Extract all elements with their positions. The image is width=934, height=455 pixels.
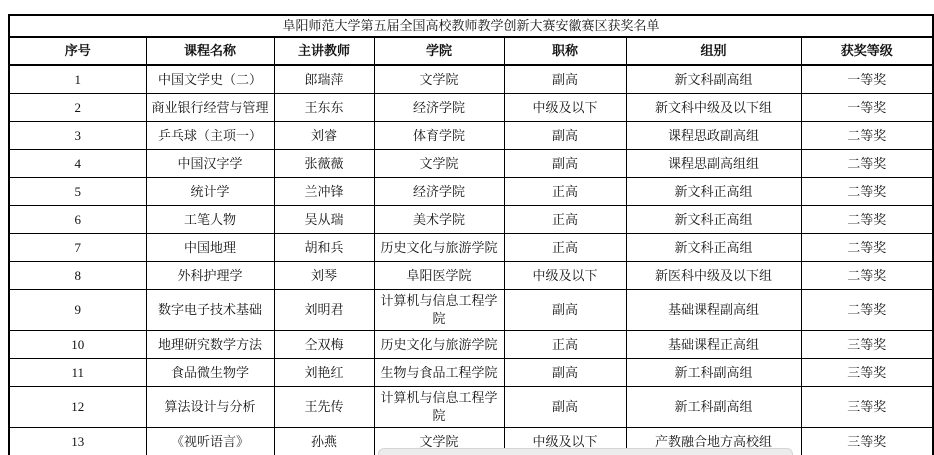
- col-header-group: 组别: [626, 37, 801, 65]
- cell-seq: 1: [9, 65, 146, 94]
- cell-college: 历史文化与旅游学院: [374, 234, 504, 262]
- cell-college: 文学院: [374, 65, 504, 94]
- cell-award: 一等奖: [801, 65, 933, 94]
- cell-seq: 4: [9, 150, 146, 178]
- header-row: [9, 37, 933, 65]
- cell-title-rank: 中级及以下: [504, 262, 626, 290]
- cell-course: 《视听语言》: [146, 428, 274, 455]
- cell-award: 三等奖: [801, 359, 933, 387]
- cell-course: 工笔人物: [146, 206, 274, 234]
- cell-teacher: 刘睿: [274, 122, 374, 150]
- cell-award: 一等奖: [801, 94, 933, 122]
- col-header-college: 学院: [374, 37, 504, 65]
- cell-title-rank: 副高: [504, 290, 626, 331]
- cell-college: 文学院: [374, 150, 504, 178]
- cell-group: 新文科正高组: [626, 234, 801, 262]
- cell-teacher: 王东东: [274, 94, 374, 122]
- cell-group: 新文科中级及以下组: [626, 94, 801, 122]
- cell-award: 二等奖: [801, 122, 933, 150]
- cell-college: 历史文化与旅游学院: [374, 331, 504, 359]
- table-row: [9, 206, 933, 234]
- cell-title-rank: 副高: [504, 387, 626, 428]
- cell-title-rank: 副高: [504, 65, 626, 94]
- col-header-title-rank: 职称: [504, 37, 626, 65]
- cell-teacher: 郎瑞萍: [274, 65, 374, 94]
- col-header-teacher: 主讲教师: [274, 37, 374, 65]
- cell-title-rank: 正高: [504, 206, 626, 234]
- table-row: [9, 65, 933, 94]
- cell-course: 商业银行经营与管理: [146, 94, 274, 122]
- cell-title-rank: 中级及以下: [504, 94, 626, 122]
- cell-group: 新工科副高组: [626, 359, 801, 387]
- cell-group: 新文科正高组: [626, 206, 801, 234]
- cell-teacher: 王先传: [274, 387, 374, 428]
- cell-title-rank: 中级及以下: [504, 428, 626, 455]
- cell-college: 计算机与信息工程学院: [374, 387, 504, 428]
- cell-college: 经济学院: [374, 94, 504, 122]
- cell-seq: 11: [9, 359, 146, 387]
- horizontal-scrollbar[interactable]: [378, 448, 793, 455]
- cell-title-rank: 正高: [504, 331, 626, 359]
- cell-group: 新文科正高组: [626, 178, 801, 206]
- cell-seq: 2: [9, 94, 146, 122]
- cell-course: 中国地理: [146, 234, 274, 262]
- cell-group: 基础课程正高组: [626, 331, 801, 359]
- title-row: [9, 15, 933, 37]
- cell-college: 经济学院: [374, 178, 504, 206]
- cell-group: 课程思政副高组: [626, 122, 801, 150]
- cell-group: 产教融合地方高校组: [626, 428, 801, 455]
- cell-award: 三等奖: [801, 428, 933, 455]
- cell-seq: 13: [9, 428, 146, 455]
- cell-teacher: 胡和兵: [274, 234, 374, 262]
- table-row: [9, 234, 933, 262]
- cell-seq: 10: [9, 331, 146, 359]
- cell-teacher: 张薇薇: [274, 150, 374, 178]
- cell-teacher: 刘琴: [274, 262, 374, 290]
- table-row: [9, 122, 933, 150]
- cell-group: 课程思副高组组: [626, 150, 801, 178]
- table-row: [9, 387, 933, 428]
- cell-seq: 3: [9, 122, 146, 150]
- cell-college: 计算机与信息工程学院: [374, 290, 504, 331]
- cell-title-rank: 副高: [504, 359, 626, 387]
- col-header-seq: 序号: [9, 37, 146, 65]
- cell-award: 三等奖: [801, 331, 933, 359]
- cell-teacher: 兰冲锋: [274, 178, 374, 206]
- award-table: [8, 14, 934, 455]
- cell-course: 统计学: [146, 178, 274, 206]
- cell-course: 中国文学史（二）: [146, 65, 274, 94]
- cell-teacher: 孙燕: [274, 428, 374, 455]
- table-row: [9, 331, 933, 359]
- cell-teacher: 仝双梅: [274, 331, 374, 359]
- cell-group: 基础课程副高组: [626, 290, 801, 331]
- cell-award: 二等奖: [801, 290, 933, 331]
- cell-title-rank: 正高: [504, 178, 626, 206]
- cell-seq: 8: [9, 262, 146, 290]
- cell-award: 二等奖: [801, 234, 933, 262]
- cell-seq: 5: [9, 178, 146, 206]
- cell-award: 二等奖: [801, 150, 933, 178]
- cell-title-rank: 正高: [504, 234, 626, 262]
- cell-course: 食品微生物学: [146, 359, 274, 387]
- cell-group: 新工科副高组: [626, 387, 801, 428]
- cell-college: 阜阳医学院: [374, 262, 504, 290]
- table-row: [9, 262, 933, 290]
- cell-group: 新文科副高组: [626, 65, 801, 94]
- cell-seq: 9: [9, 290, 146, 331]
- cell-course: 地理研究数学方法: [146, 331, 274, 359]
- cell-college: 文学院: [374, 428, 504, 455]
- cell-title-rank: 副高: [504, 122, 626, 150]
- cell-seq: 12: [9, 387, 146, 428]
- cell-group: 新医科中级及以下组: [626, 262, 801, 290]
- cell-college: 体育学院: [374, 122, 504, 150]
- cell-award: 二等奖: [801, 206, 933, 234]
- cell-seq: 7: [9, 234, 146, 262]
- cell-teacher: 刘艳红: [274, 359, 374, 387]
- cell-award: 三等奖: [801, 387, 933, 428]
- cell-course: 中国汉字学: [146, 150, 274, 178]
- cell-course: 乒乓球（主项一）: [146, 122, 274, 150]
- table-title: 阜阳师范大学第五届全国高校教师教学创新大赛安徽赛区获奖名单: [9, 15, 933, 37]
- cell-course: 外科护理学: [146, 262, 274, 290]
- cell-seq: 6: [9, 206, 146, 234]
- table-row: [9, 94, 933, 122]
- cell-college: 美术学院: [374, 206, 504, 234]
- table-row: [9, 359, 933, 387]
- col-header-award: 获奖等级: [801, 37, 933, 65]
- cell-course: 算法设计与分析: [146, 387, 274, 428]
- cell-teacher: 刘明君: [274, 290, 374, 331]
- table-row: [9, 178, 933, 206]
- cell-college: 生物与食品工程学院: [374, 359, 504, 387]
- table-row: [9, 290, 933, 331]
- table-row: [9, 150, 933, 178]
- cell-award: 二等奖: [801, 178, 933, 206]
- cell-title-rank: 副高: [504, 150, 626, 178]
- col-header-course: 课程名称: [146, 37, 274, 65]
- cell-award: 二等奖: [801, 262, 933, 290]
- cell-course: 数字电子技术基础: [146, 290, 274, 331]
- cell-teacher: 吴从瑞: [274, 206, 374, 234]
